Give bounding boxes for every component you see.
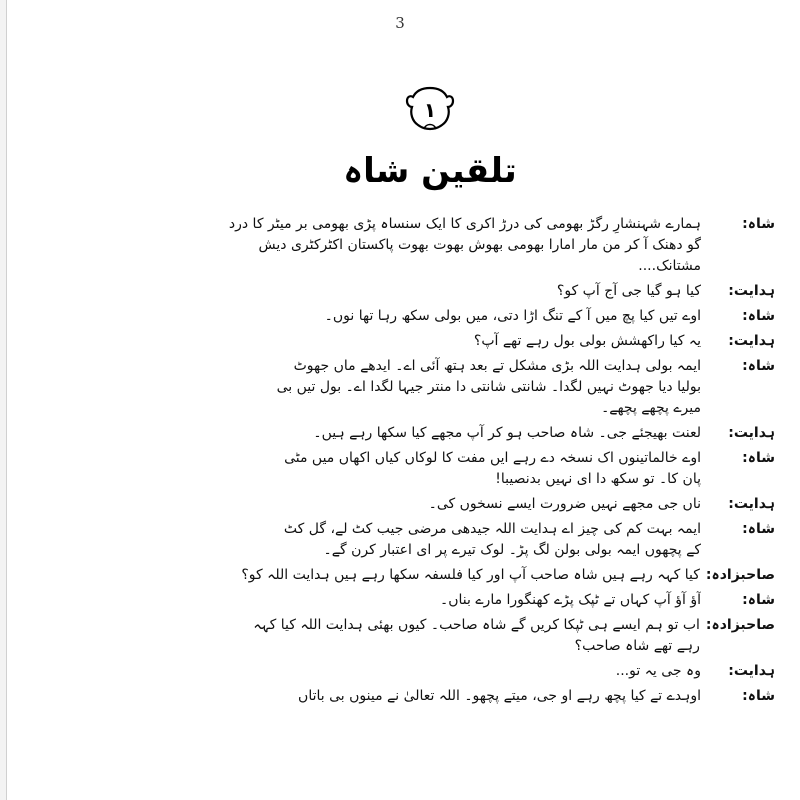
- speaker-label: شاہ:: [742, 450, 775, 466]
- dialogue-entry: [230, 423, 775, 444]
- speech-line: ایمہ بولی ہدایت اللہ بڑی مشکل تے بعد ہتھ آئی اے۔ ایدھے ماں جھوٹ: [293, 358, 701, 374]
- speech-line: میرے پچھے پچھے۔: [601, 400, 701, 416]
- speech-text: [230, 565, 706, 586]
- speech-text: [230, 448, 707, 490]
- dialogue-entry: [230, 356, 775, 419]
- dialogue-entry: [230, 331, 775, 352]
- dialogue-entry: [230, 448, 775, 490]
- chapter-number: ۱: [423, 98, 437, 122]
- dialogue-entry: [230, 686, 775, 707]
- speaker-label: ہدایت:: [728, 333, 775, 349]
- speech-line: اوہدے تے کیا پچھ رہے او جی، میتے پچھو۔ اللہ تعالیٰ نے مینوں بی باتاں: [298, 688, 701, 704]
- speech-line: کیا کہہ رہے ہیں شاہ صاحب آپ اور کیا فلسفہ سکھا رہے ہیں ہدایت اللہ کو؟: [241, 567, 700, 583]
- chapter-number-emblem: [404, 85, 456, 131]
- chapter-title: تلقین شاہ: [343, 151, 517, 191]
- dialogue-entry: [230, 615, 775, 657]
- speech-line: رہے تھے شاہ صاحب؟: [574, 638, 700, 654]
- dialogue-body: [230, 214, 775, 711]
- speech-line: کیا ہو گیا جی آج آپ کو؟: [556, 283, 701, 299]
- speaker-label: شاہ:: [742, 521, 775, 537]
- speech-line: ناں جی مجھے نہیں ضرورت ایسے نسخوں کی۔: [428, 496, 701, 512]
- speech-text: [230, 590, 707, 611]
- speech-text: [230, 686, 707, 707]
- speech-line: مشتانک....: [638, 258, 701, 274]
- speaker-label: صاحبزادہ:: [705, 567, 775, 583]
- speaker-label: ہدایت:: [728, 496, 775, 512]
- dialogue-entry: [230, 661, 775, 682]
- dialogue-entry: [230, 214, 775, 277]
- speech-line: بولیا دیا جھوٹ نہیں لگدا۔ شانتی شانتی دا منتر جیہا لگدا اے۔ بول تیں بی: [276, 379, 701, 395]
- speech-text: [230, 356, 707, 419]
- speech-text: [230, 615, 706, 657]
- speaker-label: ہدایت:: [728, 663, 775, 679]
- speech-line: یہ کیا راکھشش بولی بول رہے تھے آپ؟: [473, 333, 701, 349]
- speech-line: آؤ آؤ آپ کہاں تے ٹپک پڑے کھنگورا مارے بناں۔: [440, 592, 701, 608]
- speech-line: اوے تیں کیا پچ میں آ کے تنگ اڑا دتی، میں بولی سکھ رہا تھا نوں۔: [324, 308, 701, 324]
- speech-text: [229, 214, 707, 277]
- dialogue-entry: [230, 519, 775, 561]
- speaker-label: شاہ:: [742, 592, 775, 608]
- speech-line: کے پچھوں ایمہ بولی بولن لگ پڑ۔ لوک تیرے پر ای اعتبار کرن گے۔: [323, 542, 701, 558]
- speech-text: [230, 661, 707, 682]
- speech-line: ایمہ بہت کم کی چیز اے ہدایت اللہ جیدھی مرضی جیب کٹ لے، گل کٹ: [283, 521, 701, 537]
- speech-line: ہمارے شہنشارِ رگڑ بھومی کی درڑ اکری کا ایک سنساہ پڑی بھومی بر میٹر کا درد: [228, 216, 701, 232]
- speech-text: [230, 331, 707, 352]
- speaker-label: ہدایت:: [728, 425, 775, 441]
- speaker-label: شاہ:: [742, 216, 775, 232]
- speaker-label: شاہ:: [742, 358, 775, 374]
- dialogue-entry: [230, 494, 775, 515]
- speaker-label: صاحبزادہ:: [705, 617, 775, 633]
- ornament-icon: [404, 85, 456, 131]
- dialogue-entry: [230, 281, 775, 302]
- dialogue-entry: [230, 590, 775, 611]
- speech-line: گو دھنک آ کر من مار امارا بھومی بھوش بھوت بھوت پاکستان اکٹرکٹری دیش: [258, 237, 701, 253]
- page-gutter: [0, 0, 7, 800]
- speaker-label: شاہ:: [742, 688, 775, 704]
- speech-line: اب تو ہم ایسے ہی ٹپکا کریں گے شاہ صاحب۔ کیوں بھئی ہدایت اللہ کیا کہہ: [253, 617, 700, 633]
- speech-text: [230, 519, 707, 561]
- speech-line: لعنت بھیجئے جی۔ شاہ صاحب ہو کر آپ مجھے کیا سکھا رہے ہیں۔: [313, 425, 701, 441]
- speech-line: اوے خالماتینوں اک نسخہ دے رہے ایں مفت کا لوکاں کیاں اکھاں میں مٹی: [284, 450, 701, 466]
- speech-line: پان کا۔ تو سکھ دا ای نہیں بدنصیبا!: [495, 471, 701, 487]
- speech-line: وہ جی یہ تو...: [615, 663, 701, 679]
- speech-text: [230, 423, 707, 444]
- speaker-label: ہدایت:: [728, 283, 775, 299]
- dialogue-entry: [230, 565, 775, 586]
- page-number: 3: [395, 14, 405, 32]
- speech-text: [230, 281, 707, 302]
- dialogue-entry: [230, 306, 775, 327]
- speech-text: [230, 494, 707, 515]
- speech-text: [230, 306, 707, 327]
- speaker-label: شاہ:: [742, 308, 775, 324]
